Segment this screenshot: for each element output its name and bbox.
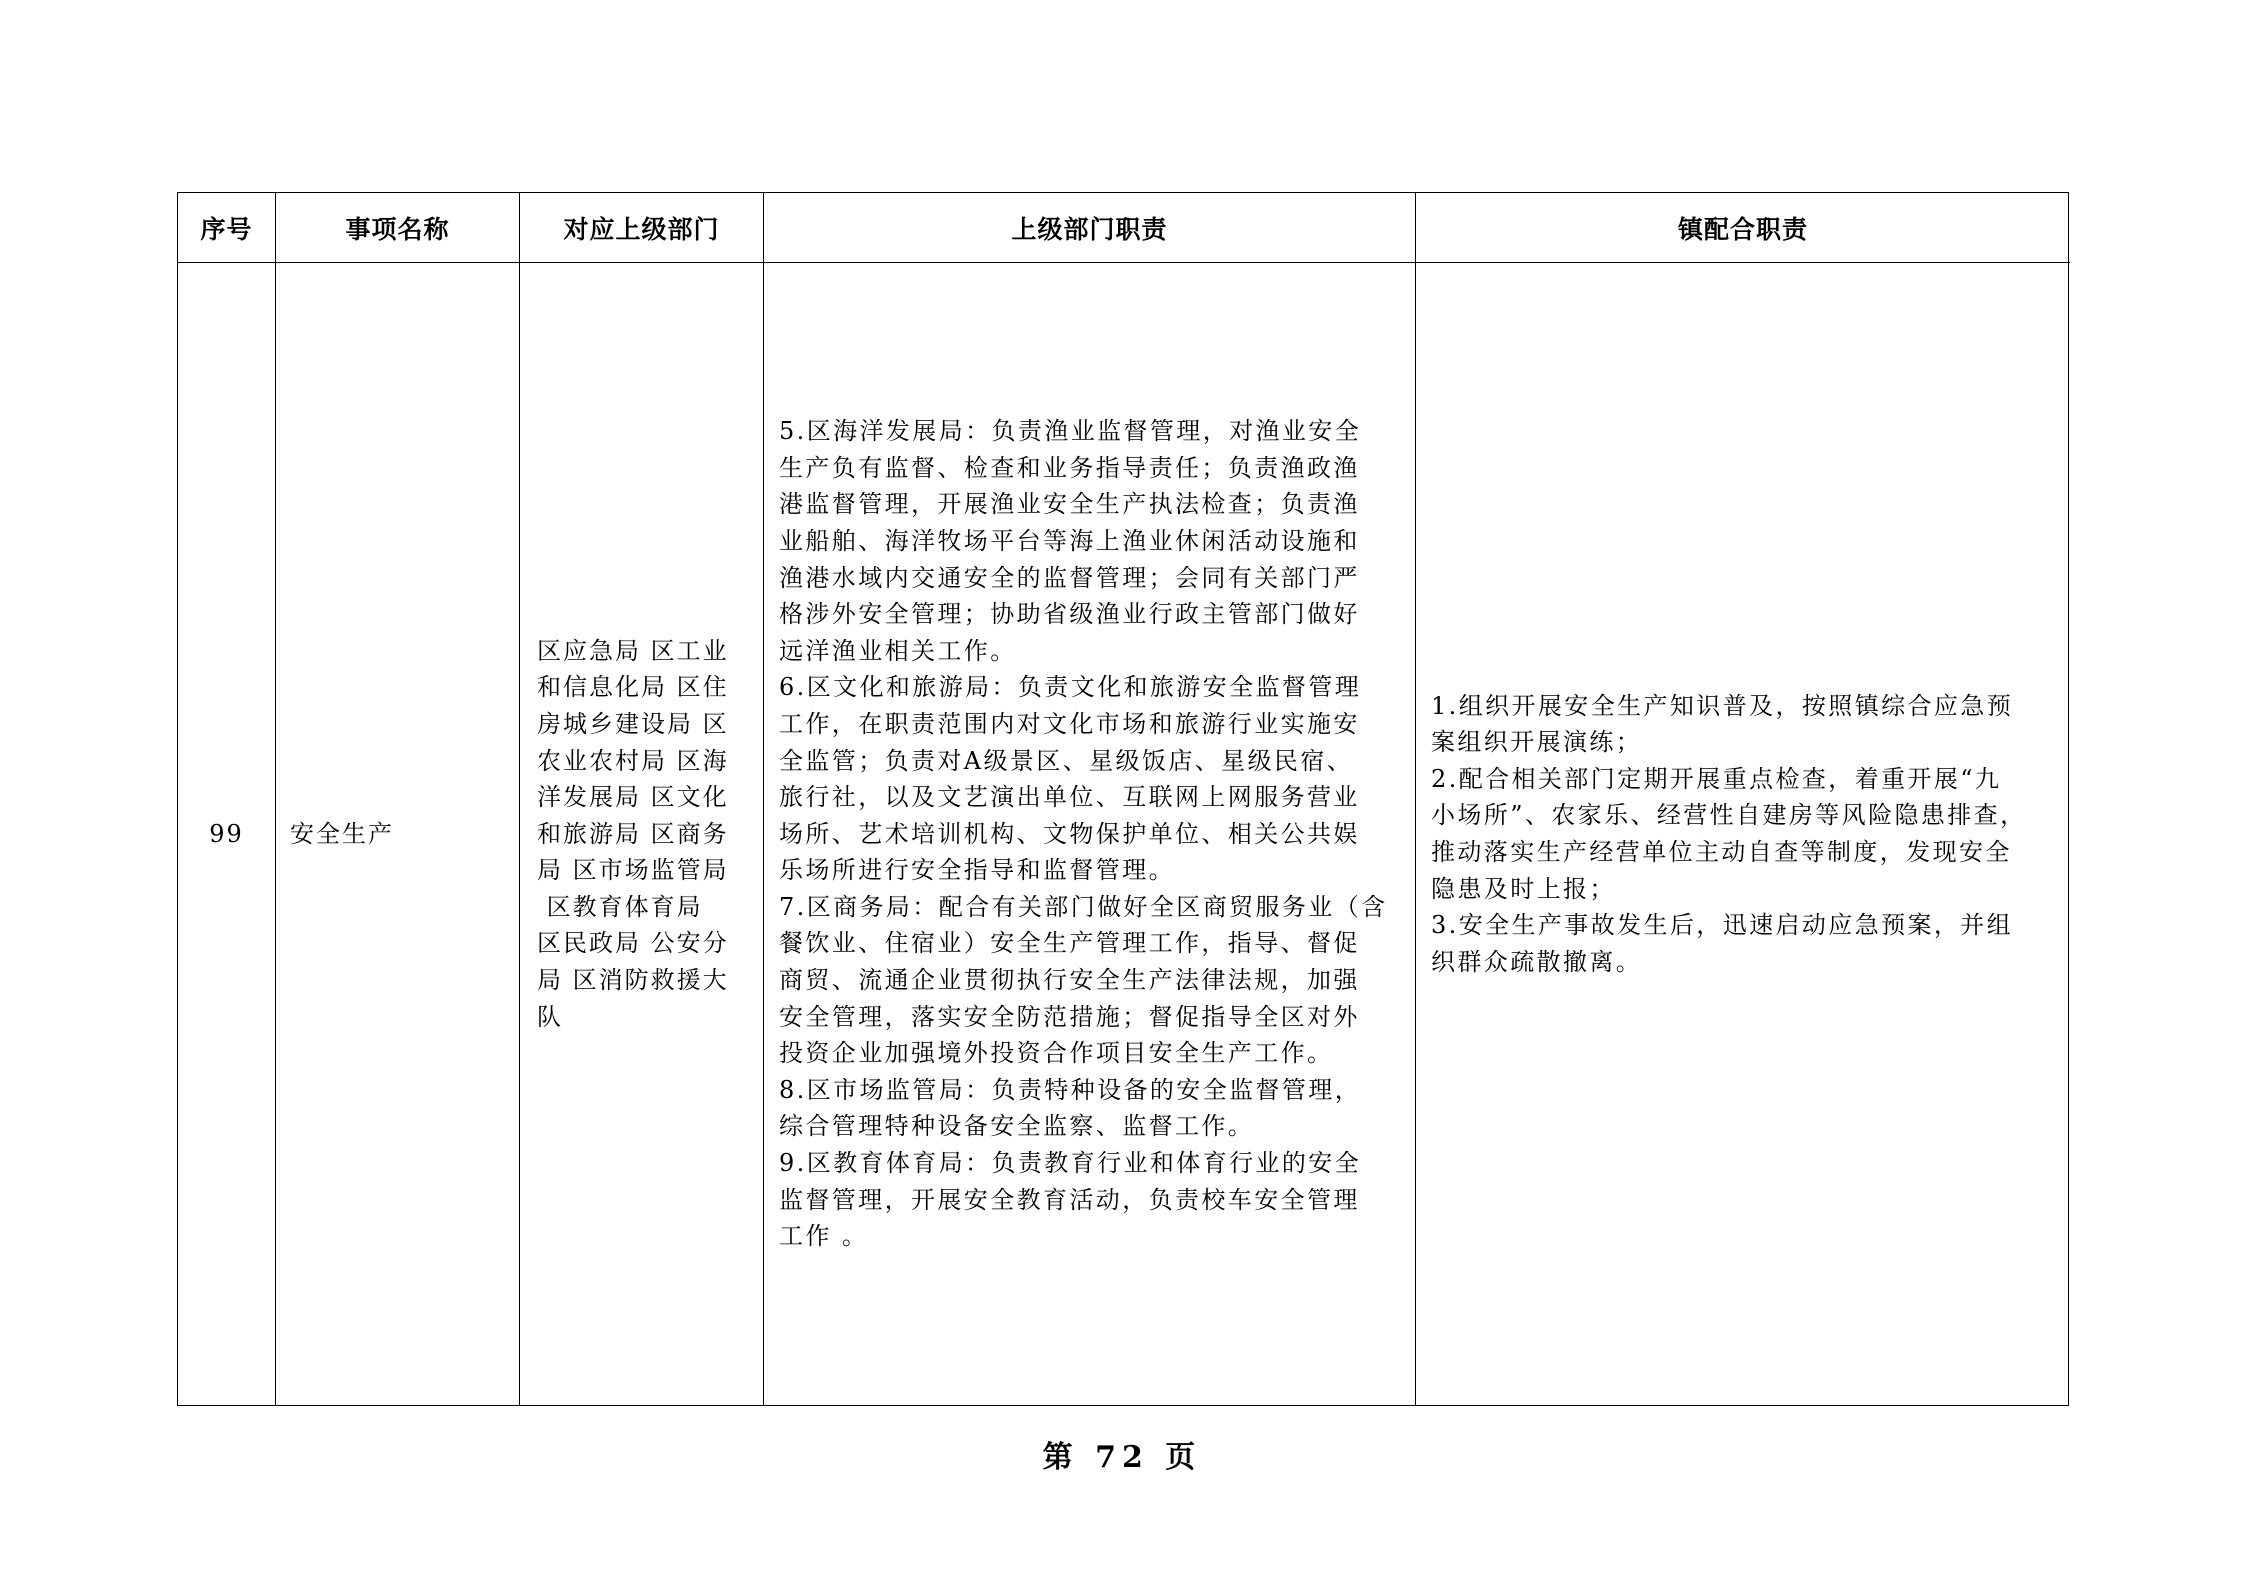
header-upper-duty-label: 上级部门职责 [1011, 214, 1168, 244]
row-seq-cell [178, 263, 276, 1405]
page-number: 第 72 页 [1042, 1440, 1202, 1475]
row-seq: 99 [209, 819, 244, 848]
header-seq [178, 193, 276, 263]
row-town-duty-cell [1416, 263, 2070, 1405]
row-upper-duty: 5.区海洋发展局：负责渔业监督管理，对渔业安全 生产负有监督、检查和业务指导责任；负责渔政渔 港监督管理，开展渔业安全生产执法检查；负责渔 业船舶、海洋牧场平台等海上渔业休闲活动设施和 渔港水域内交通安全的监督管理；会同有关部门严 格涉外安全管理；协助省级渔业行政主管部门做好 远洋渔业相关工作。 6.区文化和旅游局：负责文化和旅游安全监督管理 工作，在职责范围内对文化市场和旅游行业实施安 全监管；负责对A级景区、星级饭店、星级民宿、 旅行社，以及文艺演出单位、互联网上网服务营业 场所、艺术培训机构、文物保护单位、相关公共娱 乐场所进行安全指导和监督管理。 7.区商务局：配合有关部门做好全区商贸服务业（含 餐饮业、住宿业）安全生产管理工作，指导、督促 商贸、流通企业贯彻执行安全生产法律法规，加强 安全管理，落实安全防范措施；督促指导全区对外 投资企业加强境外投资合作项目安全生产工作。 8.区市场监管局：负责特种设备的安全监督管理， 综合管理特种设备安全监察、监督工作。 9.区教育体育局：负责教育行业和体育行业的安全 监督管理，开展安全教育活动，负责校车安全管理 工作 。 [779, 417, 1388, 1251]
row-item-name: 安全生产 [290, 819, 394, 848]
header-seq-label: 序号 [200, 214, 253, 244]
header-item-name-label: 事项名称 [345, 214, 450, 244]
row-upper-dept: 区应急局 区工业 和信息化局 区住 房城乡建设局 区 农业农村局 区海 洋发展局 区文化 和旅游局 区商务 局 区市场监管局 区教育体育局 区民政局 公安分 局 区消防救援大 队 [537, 636, 729, 1031]
header-upper-duty [764, 193, 1416, 263]
responsibility-table [177, 192, 2069, 1406]
row-upper-duty-cell [764, 263, 1416, 1405]
header-town-duty [1416, 193, 2070, 263]
header-town-duty-label: 镇配合职责 [1677, 214, 1808, 244]
header-upper-dept-label: 对应上级部门 [563, 214, 720, 244]
row-town-duty: 1.组织开展安全生产知识普及，按照镇综合应急预 案组织开展演练； 2.配合相关部门定期开展重点检查，着重开展“九 小场所”、农家乐、经营性自建房等风险隐患排查， 推动落实生产经营单位主动自查等制度，发现安全 隐患及时上报； 3.安全生产事故发生后，迅速启动应急预案，并组 织群众疏散撤离。 [1431, 691, 2027, 976]
header-item-name [276, 193, 520, 263]
row-item-name-cell [276, 263, 520, 1405]
row-upper-dept-cell [520, 263, 764, 1405]
header-upper-dept [520, 193, 764, 263]
